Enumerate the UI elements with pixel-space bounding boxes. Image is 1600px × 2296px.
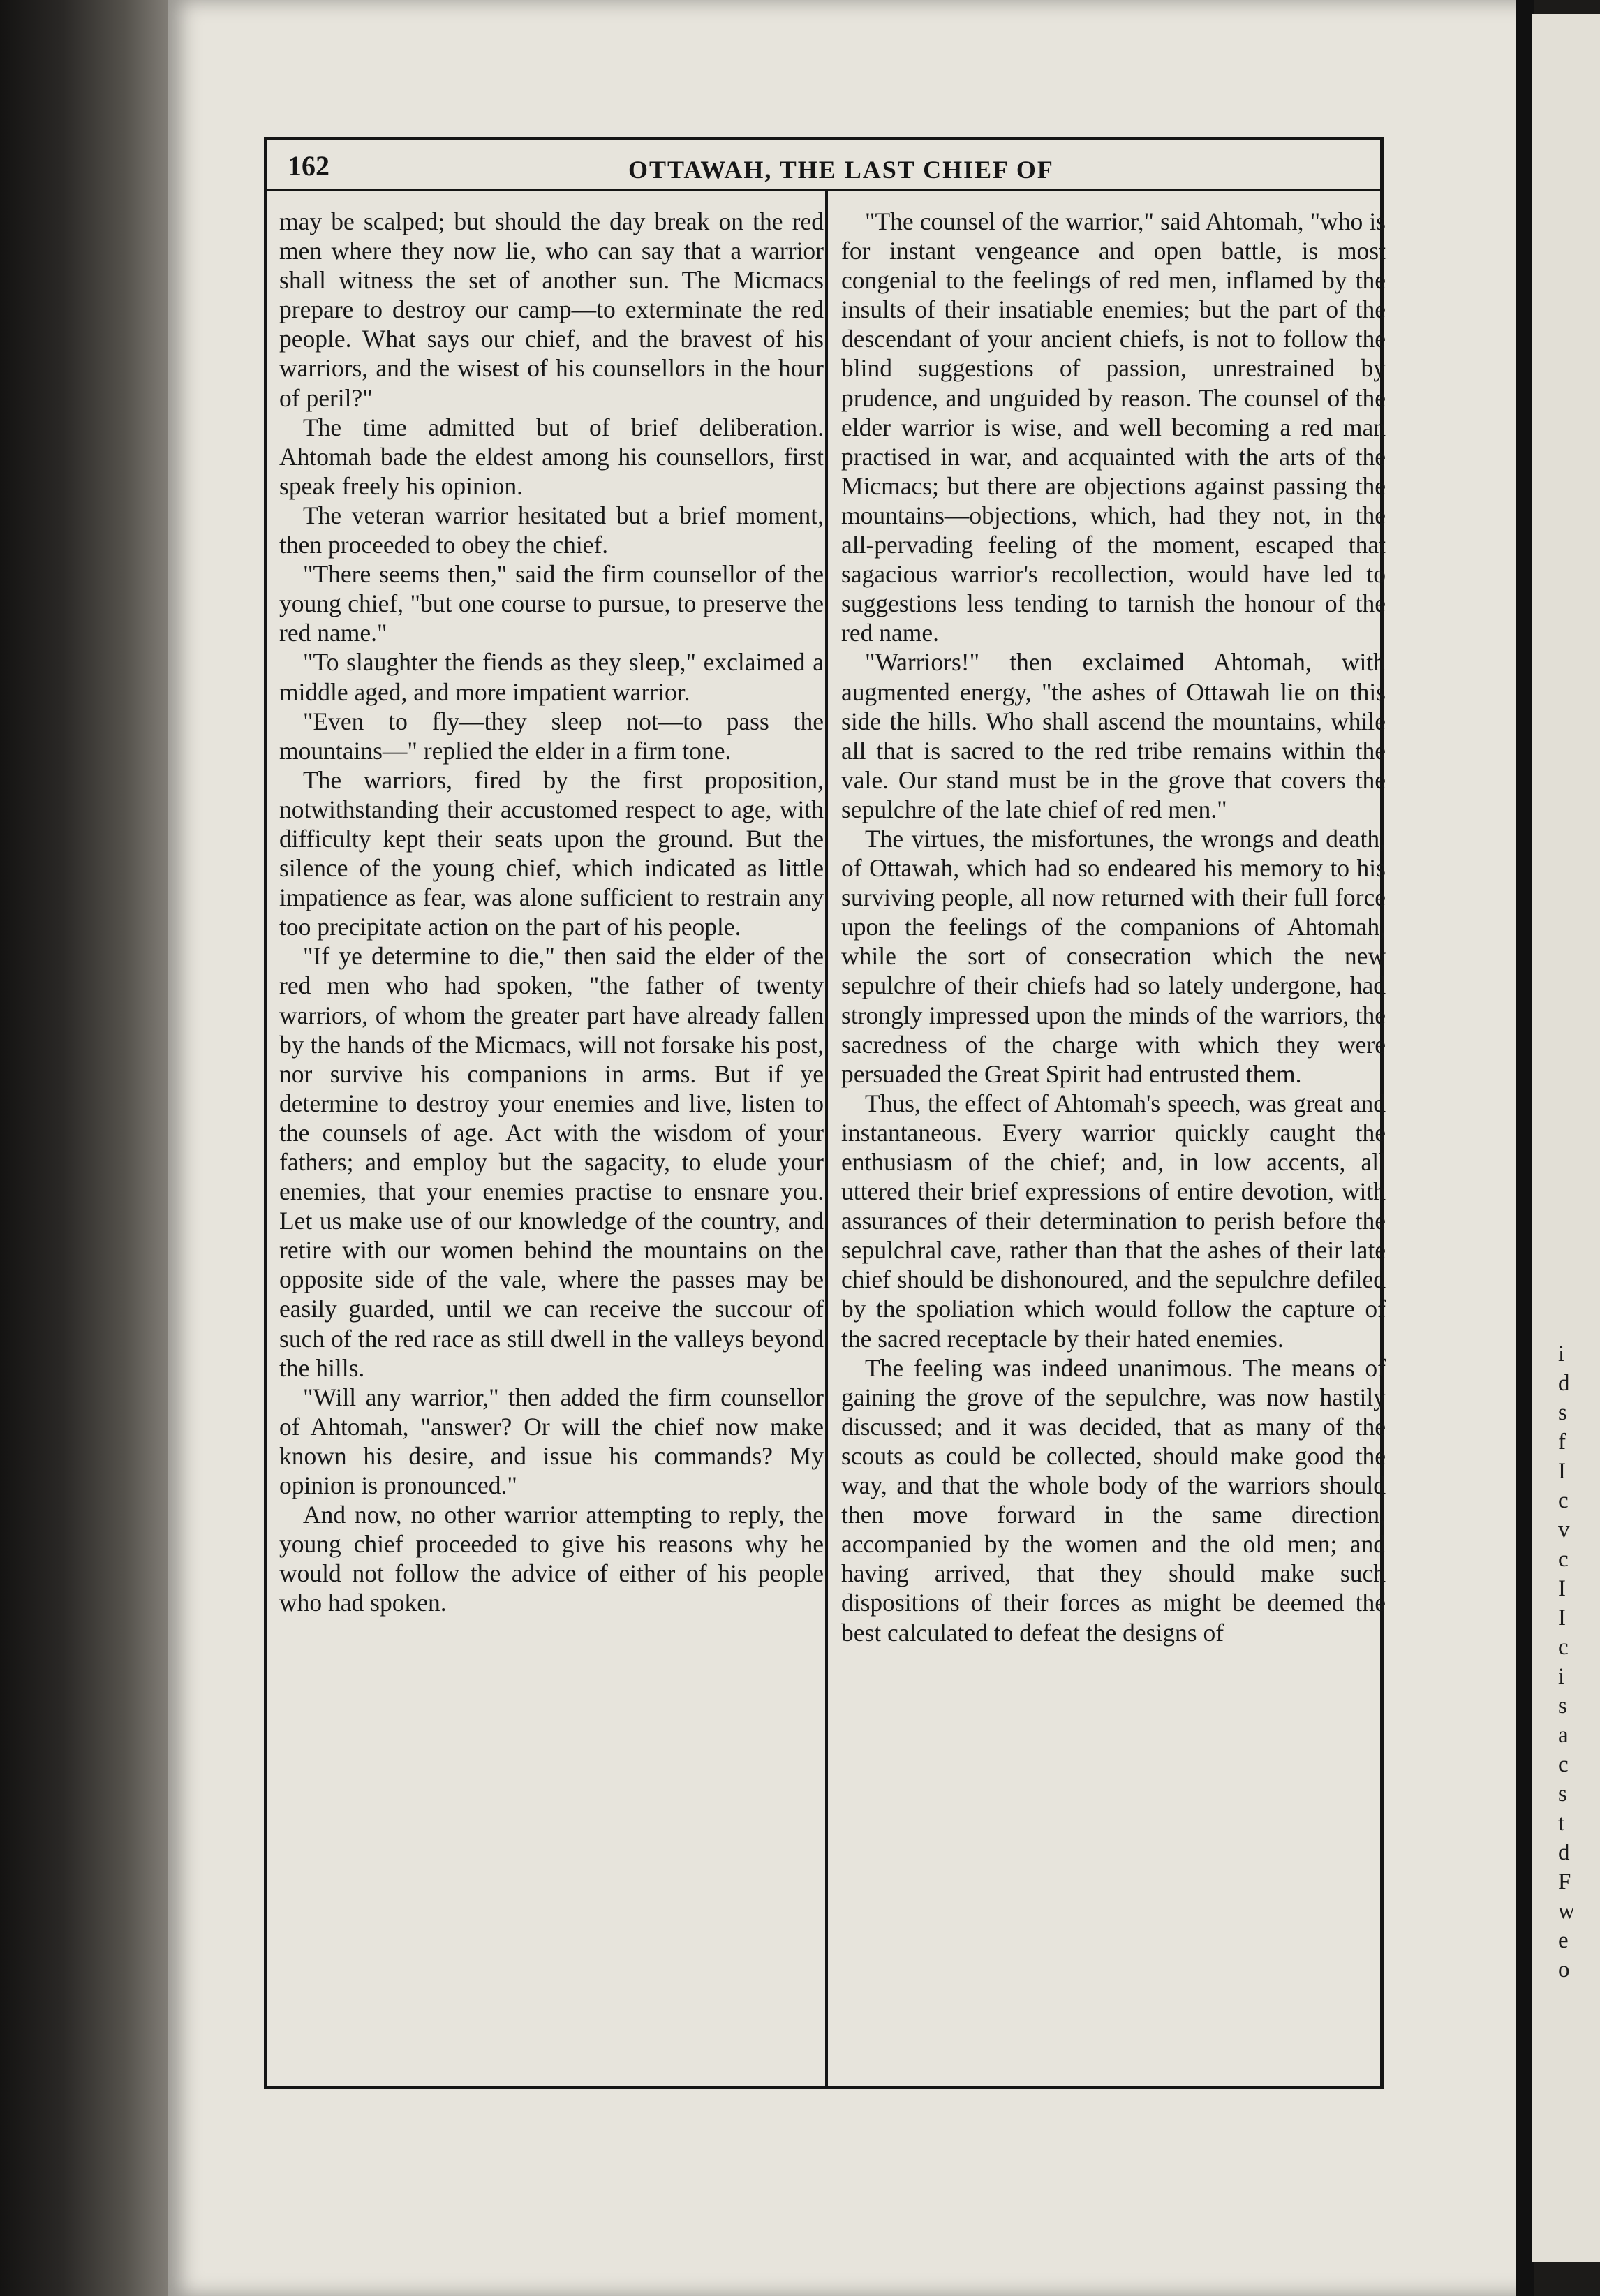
- paragraph: "Even to fly—they sleep not—to pass the mountains—" replied the elder in a firm tone.: [279, 707, 824, 765]
- paragraph: "If ye determine to die," then said the elder of the red men who had spoken, "the father of twenty warriors, of whom the greater part have already fallen by the hands of the Micmacs, will not forsake his post, nor survive his companions in arms. But if ye determine to destroy your enemies and live, listen to the counsels of age. Act with the wisdom of your fathers; and employ but the sagacity, to elude your enemies, that your enemies practise to ensnare you. Let us make use of our knowledge of the country, and retire with our women behind the mountains on the opposite side of the vale, where the passes may be easily guarded, until we can receive the succour of such of the red race as still dwell in the valleys beyond the hills.: [279, 942, 824, 1382]
- margin-letter: s: [1558, 1781, 1567, 1806]
- paragraph: "The counsel of the warrior," said Ahtomah, "who is for instant vengeance and open battle, is most congenial to the feelings of red men, inflamed by the insults of their insatiable enemies; but the part of the descendant of your ancient chiefs, is not to follow the blind suggestions of passion, unrestrained by prudence, and unguided by reason. The counsel of the elder warrior is wise, and well becoming a red man practised in war, and acquainted with the arts of the Micmacs; but there are objections against passing the mountains—objections, which, had they not, in the all-pervading feeling of the moment, escaped that sagacious warrior's recollection, would have led to suggestions less tending to tarnish the honour of the red name.: [841, 207, 1386, 647]
- running-title: OTTAWAH, THE LAST CHIEF OF: [628, 156, 1054, 184]
- margin-letter: c: [1558, 1547, 1569, 1572]
- margin-letter: v: [1558, 1517, 1570, 1543]
- column-divider: [825, 191, 828, 2089]
- paragraph: "There seems then," said the firm counsellor of the young chief, "but one course to pursue, to preserve the red name.": [279, 560, 824, 647]
- margin-letter: c: [1558, 1488, 1569, 1513]
- margin-letter: I: [1558, 1459, 1566, 1484]
- margin-letter: w: [1558, 1899, 1575, 1924]
- paragraph: "To slaughter the fiends as they sleep," exclaimed a middle aged, and more impatient warrior.: [279, 648, 824, 706]
- left-column: [279, 207, 824, 1618]
- paragraph: may be scalped; but should the day break on the red men where they now lie, who can say that a warrior shall witness the set of another sun. The Micmacs prepare to destroy our camp—to exterminate the red people. What says our chief, and the bravest of his warriors, and the wisest of his counsellors in the hour of peril?": [279, 207, 824, 412]
- margin-letter: f: [1558, 1429, 1566, 1455]
- paragraph: Thus, the effect of Ahtomah's speech, was great and instantaneous. Every warrior quickly caught the enthusiasm of the chief; and, in low accents, all uttered their brief expressions of entire devotion, with assurances of their determination to perish before the sepulchral cave, rather than that the ashes of their late chief should be dishonoured, and the sepulchre defiled by the spoliation which would follow the capture of the sacred receptacle by their hated enemies.: [841, 1089, 1386, 1353]
- margin-letter: d: [1558, 1840, 1570, 1865]
- margin-letter: o: [1558, 1957, 1570, 1982]
- margin-letter: i: [1558, 1664, 1565, 1689]
- paragraph: And now, no other warrior attempting to reply, the young chief proceeded to give his reasons why he would not follow the advice of either of his people who had spoken.: [279, 1501, 824, 1617]
- margin-letter: s: [1558, 1693, 1567, 1719]
- margin-letter: s: [1558, 1400, 1567, 1425]
- margin-letter: c: [1558, 1752, 1569, 1777]
- paragraph: The warriors, fired by the first proposition, notwithstanding their accustomed respect to age, with difficulty kept their seats upon the ground. But the silence of the young chief, which indicated as little impatience as fear, was alone sufficient to restrain any too precipitate action on the part of his people.: [279, 765, 824, 941]
- margin-letter: e: [1558, 1928, 1569, 1953]
- margin-letter: d: [1558, 1371, 1570, 1396]
- margin-letter: i: [1558, 1341, 1565, 1367]
- adjacent-page-margin-letters: [1558, 1339, 1586, 1985]
- paragraph: "Will any warrior," then added the firm counsellor of Ahtomah, "answer? Or will the chief now make known his desire, and issue his commands? My opinion is pronounced.": [279, 1383, 824, 1500]
- margin-letter: F: [1558, 1869, 1571, 1894]
- margin-letter: c: [1558, 1635, 1569, 1660]
- margin-letter: I: [1558, 1576, 1566, 1601]
- paragraph: The time admitted but of brief deliberation. Ahtomah bade the eldest among his counsellors, first speak freely his opinion.: [279, 413, 824, 500]
- margin-letter: I: [1558, 1605, 1566, 1631]
- right-column: [841, 207, 1386, 1647]
- paragraph: The virtues, the misfortunes, the wrongs and death, of Ottawah, which had so endeared his memory to his surviving people, all now returned with their full force upon the feelings of the companions of Ahtomah, while the sort of consecration which the new sepulchre of their chiefs had so lately undergone, had strongly impressed upon the minds of the warriors, the sacredness of the charge with which they were persuaded the Great Spirit had entrusted them.: [841, 824, 1386, 1088]
- paragraph: The veteran warrior hesitated but a brief moment, then proceeded to obey the chief.: [279, 501, 824, 559]
- paragraph: The feeling was indeed unanimous. The means of gaining the grove of the sepulchre, was now hastily discussed; and it was decided, that as many of the scouts as could be collected, should make good the way, and that the whole body of the warriors should then move forward in the same direction, accompanied by the women and the old men; and having arrived, that they should make such dispositions of their forces as might be deemed the best calculated to defeat the designs of: [841, 1353, 1386, 1647]
- page-number: 162: [288, 150, 329, 182]
- paragraph: "Warriors!" then exclaimed Ahtomah, with augmented energy, "the ashes of Ottawah lie on this side the hills. Who shall ascend the mountains, while all that is sacred to the red tribe remains within the vale. Our stand must be in the grove that covers the sepulchre of the late chief of red men.": [841, 648, 1386, 823]
- header-rule: [264, 189, 1384, 191]
- margin-letter: t: [1558, 1811, 1565, 1836]
- margin-letter: a: [1558, 1723, 1569, 1748]
